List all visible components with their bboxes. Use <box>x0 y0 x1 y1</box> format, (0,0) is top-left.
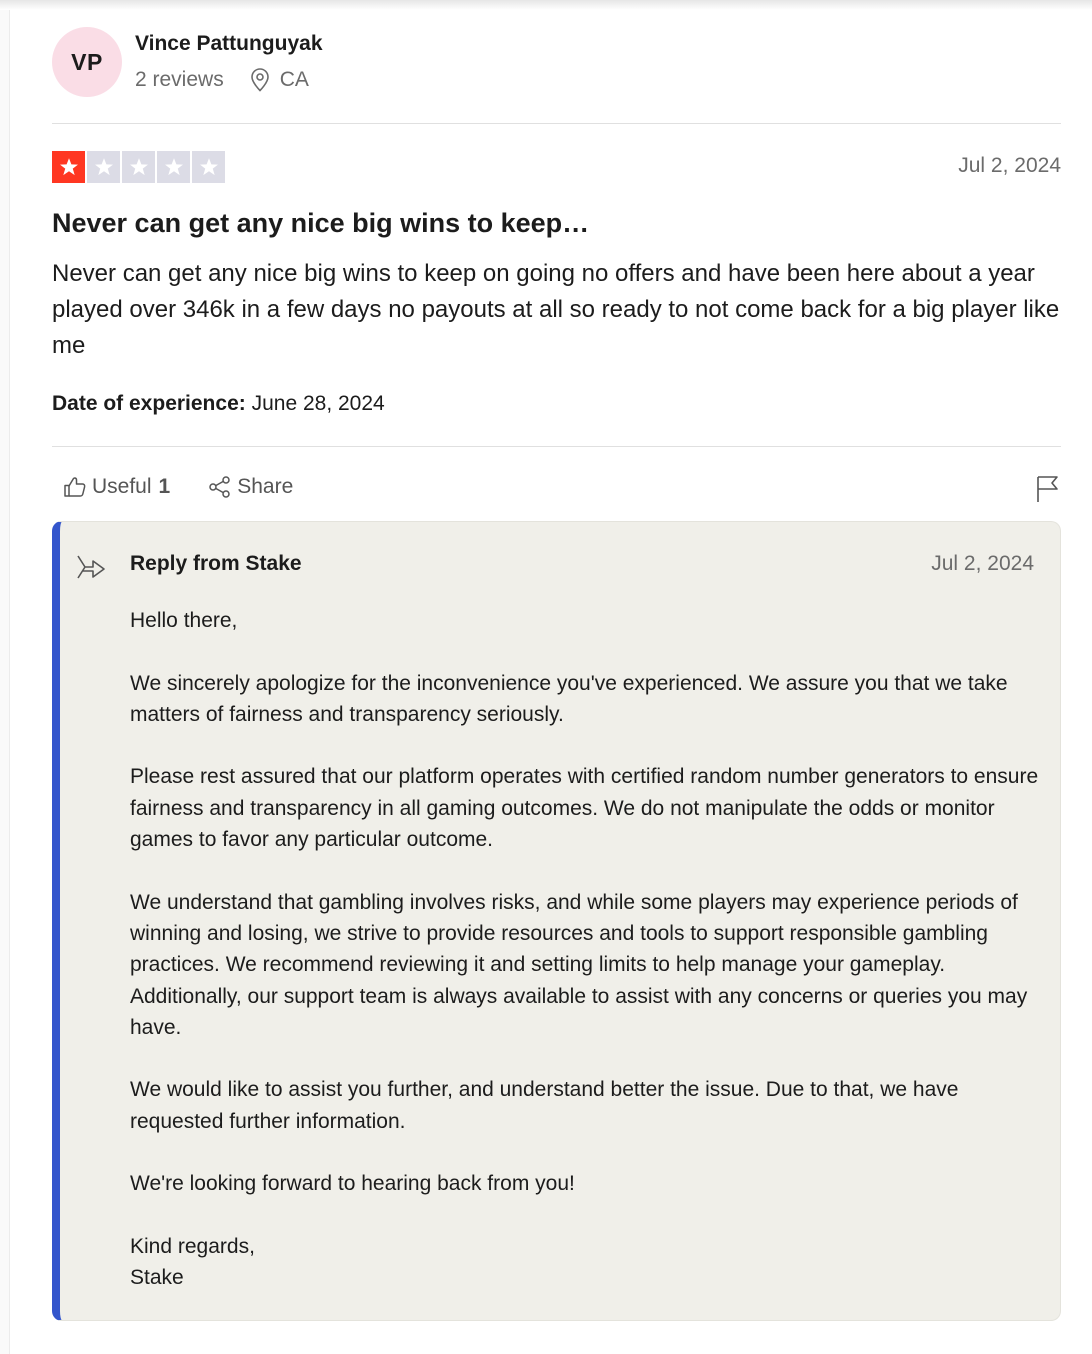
review-actions <box>63 475 293 499</box>
share-button[interactable] <box>208 475 293 499</box>
reply-signature: Stake <box>130 1266 184 1290</box>
consumer-name[interactable]: Vince Pattunguyak <box>135 32 323 55</box>
left-edge <box>0 0 10 1354</box>
avatar[interactable]: VP <box>52 27 122 97</box>
review-date: Jul 2, 2024 <box>958 154 1061 177</box>
reply-date: Jul 2, 2024 <box>931 552 1034 575</box>
reply-paragraph: Kind regards, <box>130 1234 255 1258</box>
reply-paragraph: We sincerely apologize for the inconvenience you've experienced. We assure you that we take matters of fairness and transparency seriously. <box>130 671 1008 726</box>
reply-paragraph: Please rest assured that our platform operates with certified random number generators to ensure fairness and transparency in all gaming outcomes. We do not manipulate the odds or monitor games to favor any particular outcome. <box>130 765 1039 852</box>
useful-count: 1 <box>158 475 171 498</box>
company-reply <box>52 521 1061 1321</box>
divider <box>52 446 1061 447</box>
star-icon <box>122 151 155 183</box>
review-title[interactable]: Never can get any nice big wins to keep… <box>52 208 590 238</box>
consumer-info <box>52 27 1061 99</box>
experience-label: Date of experience: <box>52 392 246 415</box>
star-icon <box>192 151 225 183</box>
reply-arrow-icon <box>76 554 106 580</box>
reply-paragraph: Hello there, <box>130 609 238 632</box>
reply-body <box>130 605 1040 1294</box>
consumer-country: CA <box>279 68 309 91</box>
top-shadow <box>0 0 1092 10</box>
review-count: 2 reviews <box>135 68 224 91</box>
star-icon <box>157 151 190 183</box>
reply-paragraph: We understand that gambling involves risks, and while some players may experience periods of winning and losing, we strive to provide resources and tools to support responsible gambling practices. We recommend reviewing it and setting limits to help manage your gameplay. Additionally, our support team is always available to assist with any concerns or queries you may have. <box>130 890 1028 1039</box>
star-icon <box>87 151 120 183</box>
reply-title: Reply from Stake <box>130 552 302 575</box>
thumbs-up-icon <box>63 475 87 499</box>
useful-label: Useful <box>92 475 152 498</box>
consumer-meta <box>135 68 309 92</box>
reply-paragraph: We're looking forward to hearing back from you! <box>130 1172 575 1196</box>
location-pin-icon <box>250 68 270 92</box>
experience-date: June 28, 2024 <box>251 392 385 415</box>
review-body: Never can get any nice big wins to keep on going no offers and have been here about a year played over 346k in a few days no payouts at all so ready to not come back for a big player like me <box>52 260 1060 359</box>
divider <box>52 123 1061 124</box>
share-label: Share <box>237 475 294 498</box>
reply-paragraph: We would like to assist you further, and understand better the issue. Due to that, we have requested further information. <box>130 1078 959 1133</box>
share-icon <box>208 475 232 499</box>
date-of-experience <box>52 392 385 416</box>
flag-icon[interactable] <box>1035 474 1061 504</box>
star-icon <box>52 151 85 183</box>
useful-button[interactable] <box>63 475 170 499</box>
star-rating <box>52 151 225 183</box>
